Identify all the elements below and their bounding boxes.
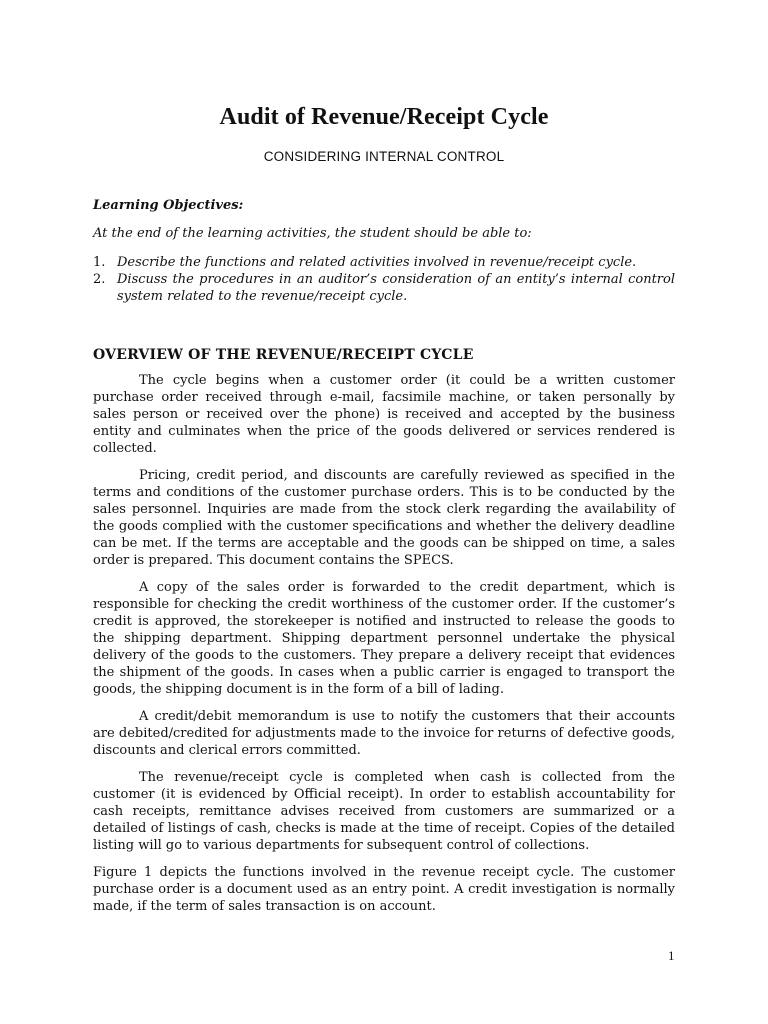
list-item-number: 2. (93, 272, 106, 287)
body-paragraph: A copy of the sales order is forwarded to the credit department, which is responsible for checking the credit worthiness of the customer order. If the customer’s credit is approved, the storekeeper is notified and instructed to release the goods to the shipping department. Shipping department personnel undertake the physical delivery of the goods to the customers. They prepare a delivery receipt that evidences the shipment of the goods. In cases when a public carrier is engaged to transport the goods, the shipping document is in the form of a bill of lading. (93, 580, 675, 697)
page-content (93, 100, 675, 915)
document-subtitle: CONSIDERING INTERNAL CONTROL (263, 149, 505, 164)
list-item-number: 1. (93, 255, 106, 270)
body-paragraph: The cycle begins when a customer order (it could be a written customer purchase order received through e-mail, facsimile machine, or taken personally by sales person or received over the phone) is received and accepted by the business entity and culminates when the price of the goods delivered or services rendered is collected. (93, 373, 675, 456)
page-number: 1 (668, 948, 675, 963)
list-item (93, 254, 675, 271)
learning-objectives-intro: At the end of the learning activities, the student should be able to: (93, 226, 532, 241)
list-item (93, 271, 675, 305)
body-paragraph: Figure 1 depicts the functions involved in the revenue receipt cycle. The customer purchase order is a document used as an entry point. A credit investigation is normally made, if the term of sales transaction is on account. (93, 865, 675, 914)
document-title: Audit of Revenue/Receipt Cycle (219, 104, 549, 130)
list-item-text: Describe the functions and related activities involved in revenue/receipt cycle. (117, 255, 637, 270)
section-heading: OVERVIEW OF THE REVENUE/RECEIPT CYCLE (93, 347, 474, 363)
body-paragraph: A credit/debit memorandum is use to notify the customers that their accounts are debited/credited for adjustments made to the invoice for returns of defective goods, discounts and clerical errors committed. (93, 709, 675, 758)
learning-objectives-heading: Learning Objectives: (93, 198, 244, 213)
body-paragraph: Pricing, credit period, and discounts are carefully reviewed as specified in the terms and conditions of the customer purchase orders. This is to be conducted by the sales personnel. Inquiries are made from the stock clerk regarding the availability of the goods complied with the customer specifications and whether the delivery deadline can be met. If the terms are acceptable and the goods can be shipped on time, a sales order is prepared. This document contains the SPECS. (93, 468, 675, 568)
body-paragraph: The revenue/receipt cycle is completed when cash is collected from the customer (it is evidenced by Official receipt). In order to establish accountability for cash receipts, remittance advises received from customers are summarized or a detailed of listings of cash, checks is made at the time of receipt. Copies of the detailed listing will go to various departments for subsequent control of collections. (93, 770, 675, 853)
learning-objectives-list (93, 254, 675, 305)
list-item-text: Discuss the procedures in an auditor’s consideration of an entity’s internal control system related to the revenue/receipt cycle. (117, 272, 675, 304)
